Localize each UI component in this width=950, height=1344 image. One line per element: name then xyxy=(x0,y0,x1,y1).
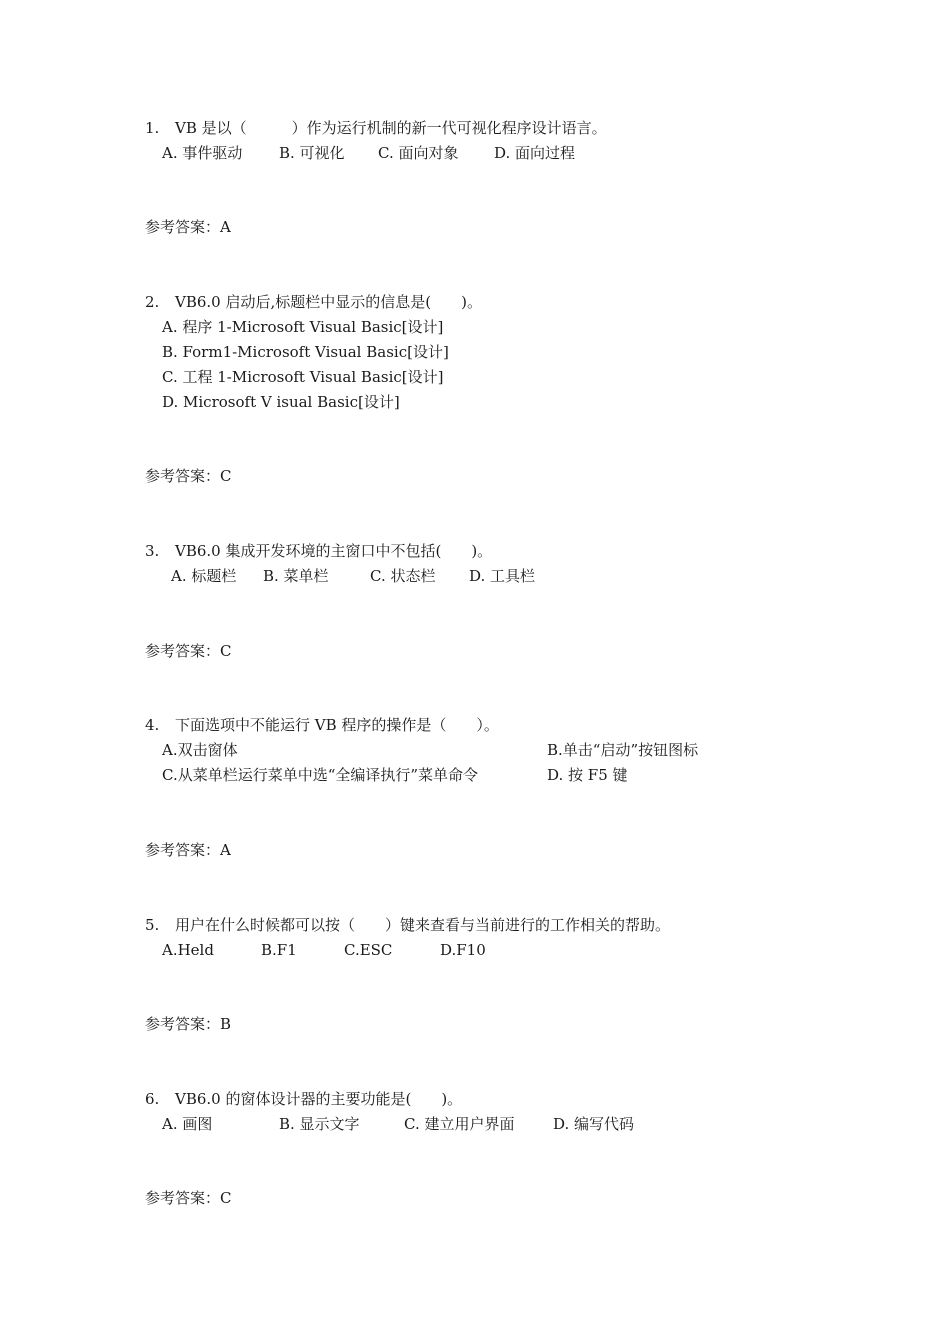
question-text: VB6.0 的窗体设计器的主要功能是( )。 xyxy=(175,1090,463,1108)
option-d: D. 按 F5 键 xyxy=(547,766,628,784)
question-number: 2. xyxy=(145,293,160,311)
option-b: B. 可视化 xyxy=(279,144,345,162)
question-text: VB6.0 集成开发环境的主窗口中不包括( )。 xyxy=(175,542,493,560)
option-a: A. 画图 xyxy=(162,1115,213,1133)
option-d: D.F10 xyxy=(440,941,486,959)
question-number: 4. xyxy=(145,716,160,734)
answer-6: 参考答案：C xyxy=(145,1189,232,1207)
question-number: 3. xyxy=(145,542,160,560)
option-b: B. Form1-Microsoft Visual Basic[设计] xyxy=(162,343,449,361)
option-a: A. 程序 1-Microsoft Visual Basic[设计] xyxy=(162,318,444,336)
question-text: VB6.0 启动后,标题栏中显示的信息是( )。 xyxy=(175,293,482,311)
option-a: A.双击窗体 xyxy=(162,741,238,759)
question-number: 6. xyxy=(145,1090,160,1108)
option-b: B. 显示文字 xyxy=(279,1115,360,1133)
option-b: B.单击“启动”按钮图标 xyxy=(547,741,699,759)
option-a: A. 标题栏 xyxy=(171,567,237,585)
option-b: B. 菜单栏 xyxy=(263,567,329,585)
option-c: C.从菜单栏运行菜单中选“全编译执行”菜单命令 xyxy=(162,766,479,784)
answer-3: 参考答案：C xyxy=(145,642,232,660)
option-d: D. Microsoft V isual Basic[设计] xyxy=(162,393,400,411)
question-text: VB 是以（ ）作为运行机制的新一代可视化程序设计语言。 xyxy=(175,119,607,137)
option-c: C. 建立用户界面 xyxy=(404,1115,515,1133)
option-d: D. 工具栏 xyxy=(469,567,536,585)
answer-1: 参考答案：A xyxy=(145,218,231,236)
answer-5: 参考答案：B xyxy=(145,1015,232,1033)
question-text: 下面选项中不能运行 VB 程序的操作是（ ）。 xyxy=(175,716,499,734)
option-a: A. 事件驱动 xyxy=(162,144,243,162)
question-text: 用户在什么时候都可以按（ ）键来查看与当前进行的工作相关的帮助。 xyxy=(175,916,671,934)
option-c: C. 状态栏 xyxy=(370,567,436,585)
option-b: B.F1 xyxy=(261,941,297,959)
option-a: A.Held xyxy=(162,941,214,959)
option-c: C. 工程 1-Microsoft Visual Basic[设计] xyxy=(162,368,444,386)
option-c: C.ESC xyxy=(344,941,393,959)
question-number: 1. xyxy=(145,119,160,137)
question-number: 5. xyxy=(145,916,160,934)
option-c: C. 面向对象 xyxy=(378,144,459,162)
option-d: D. 编写代码 xyxy=(553,1115,635,1133)
answer-4: 参考答案：A xyxy=(145,841,231,859)
answer-2: 参考答案：C xyxy=(145,467,232,485)
option-d: D. 面向过程 xyxy=(494,144,576,162)
